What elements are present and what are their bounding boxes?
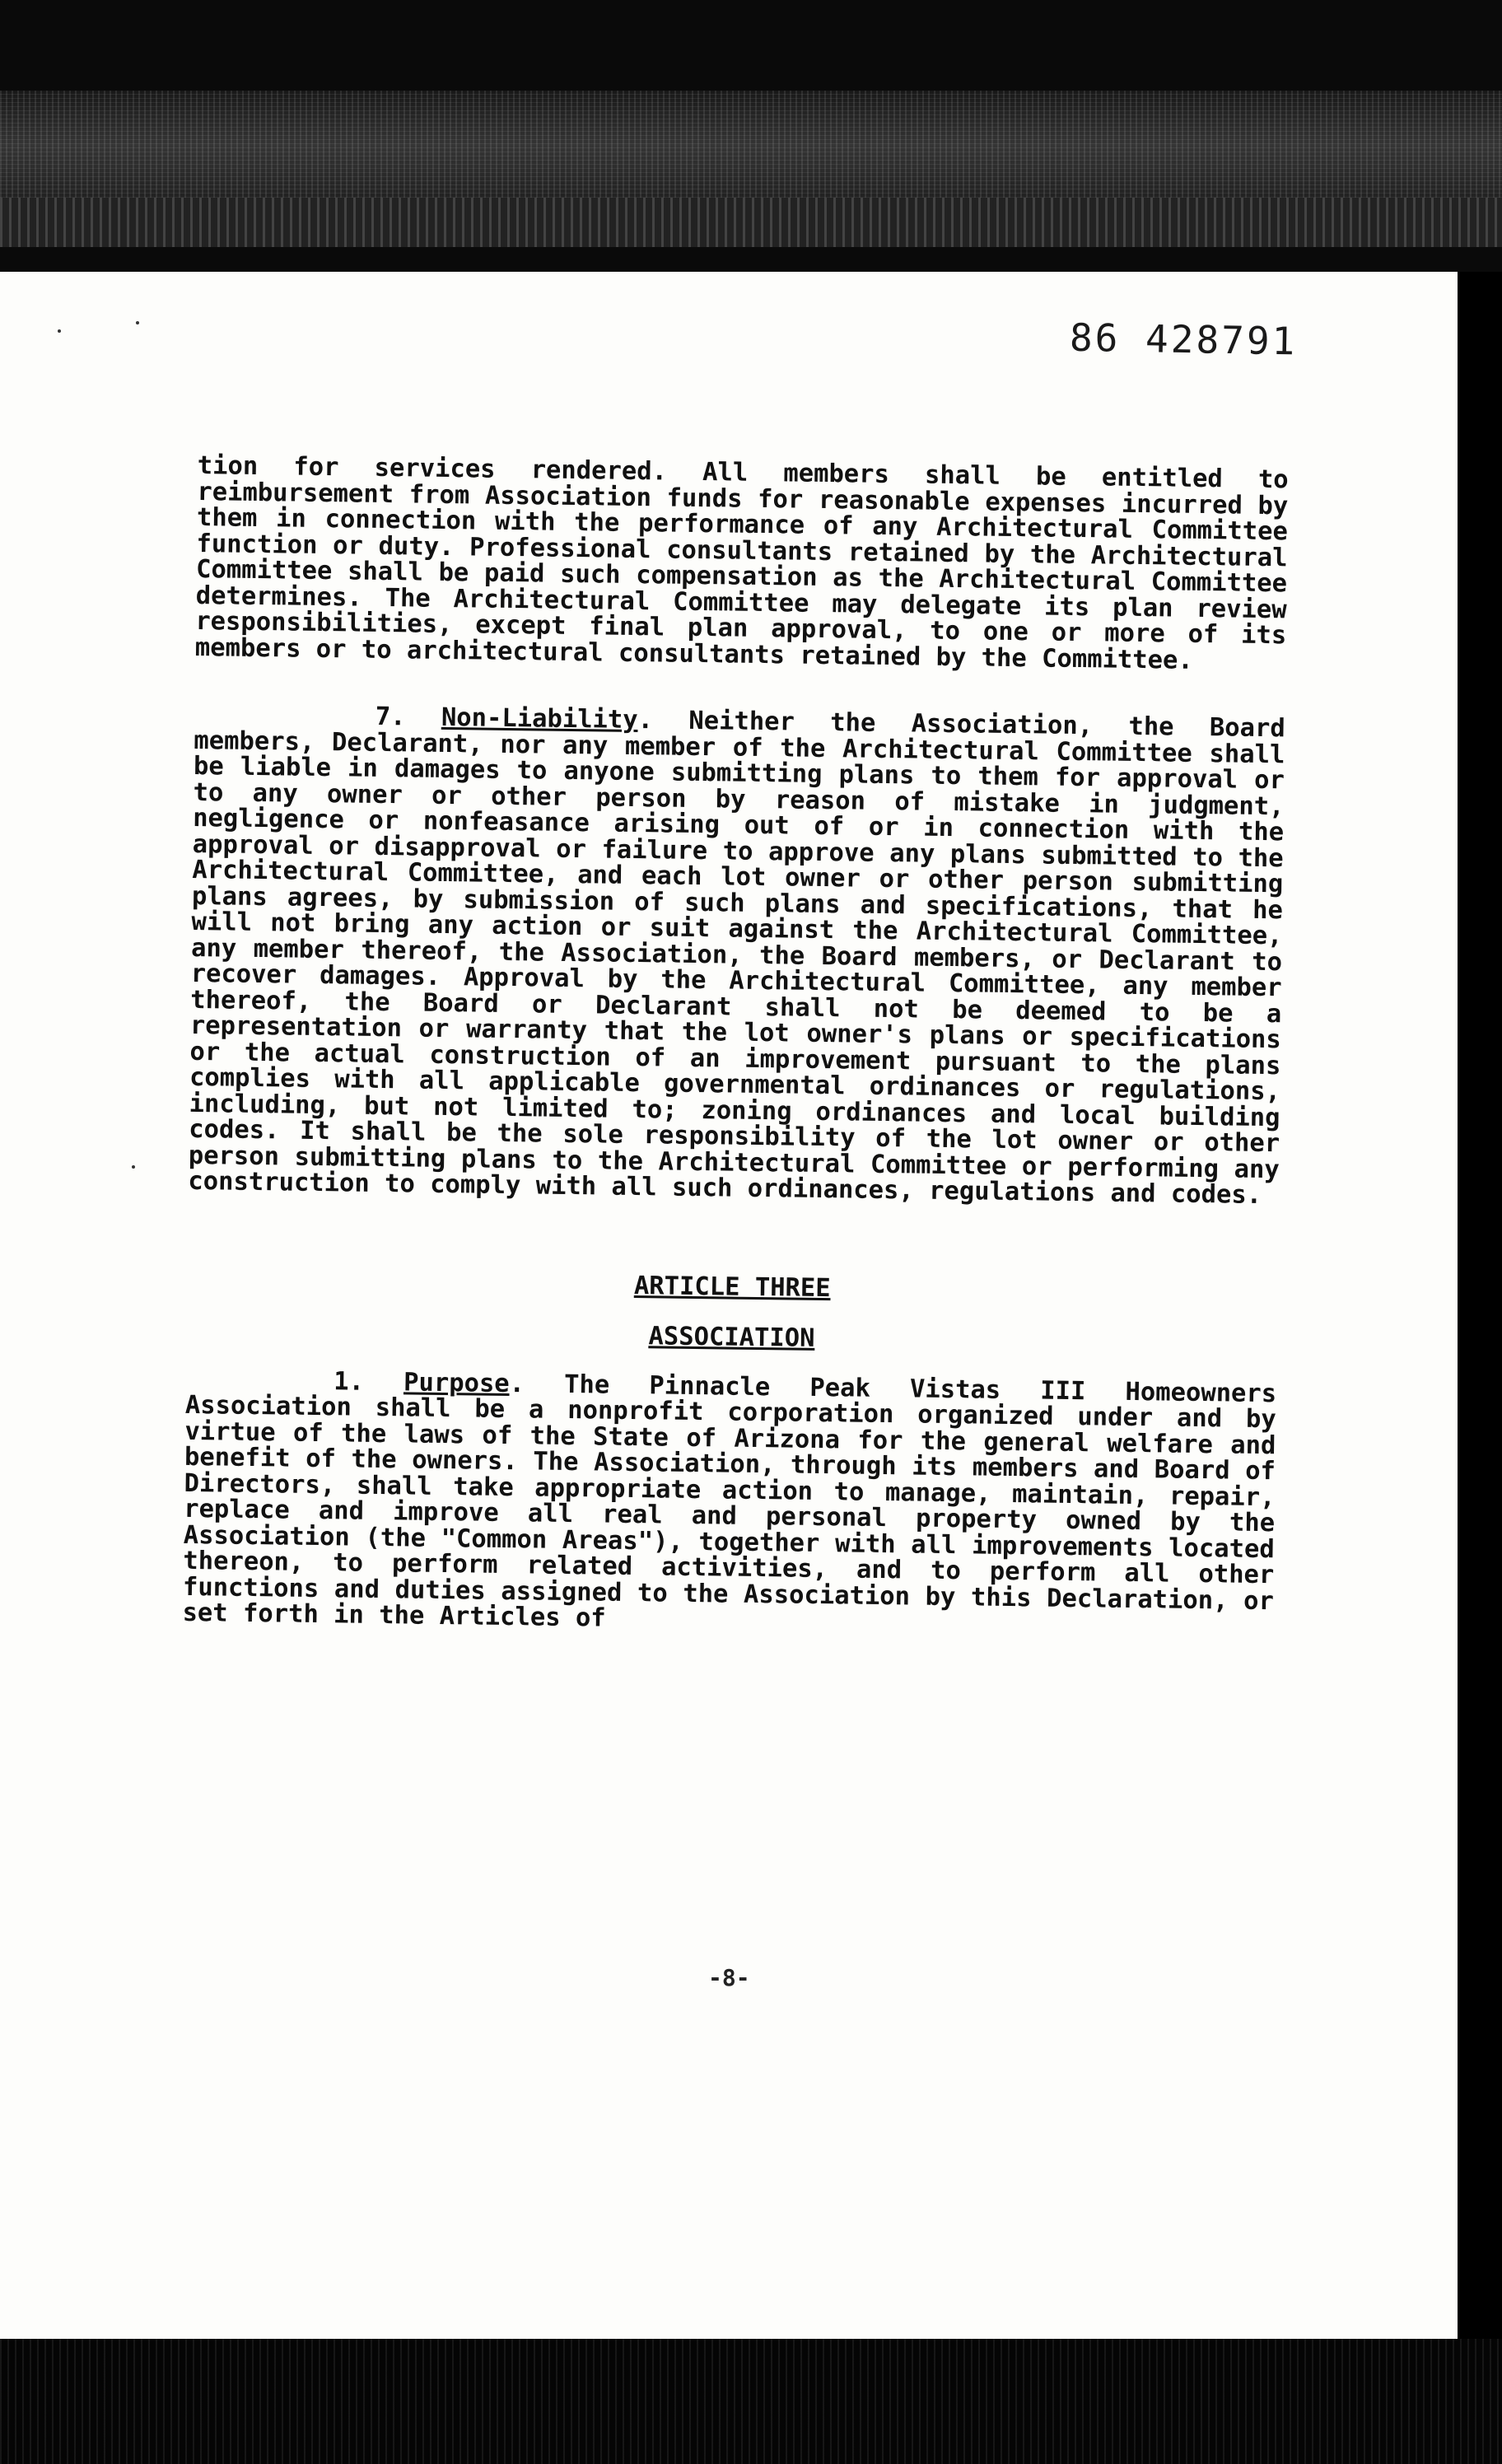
section-text: . Neither the Association, the Board members, Declarant, nor any member of the Architectural Committee shall be liable in damages to anyone submitting plans to them for approval or to any owner or other person by reason of mistake in judgment, negligence or nonfeasance arising out of or in connection with the approval or disapproval or failure to approve any plans submitted to the Architectural Committee, and each lot owner or other person submitting plans agrees, by submission of such plans and specifications, that he will not bring any action or suit against the Architectural Committee, any member thereof, the Association, the Board members, or Declarant to recover damages. Approval by the Architectural Committee, any member thereof, the Board or Declarant shall not be deemed to be a representation or warranty that the lot owner's plans or specifications or the actual construction of an improvement pursuant to the plans complies with all applicable governmental ordinances or regulations, including, but not limited to; zoning ordinances and local building codes. It shall be the sole responsibility of the lot owner or other person submitting plans to the Architectural Committee or performing any construction to comply with all such ordinances, regulations and codes. — [188, 706, 1285, 1210]
scan-right-margin — [1458, 272, 1502, 2339]
section-title: Purpose — [403, 1367, 510, 1398]
scan-speck — [136, 321, 139, 324]
section-purpose — [182, 1366, 1276, 1640]
article-heading: ARTICLE THREE — [633, 1271, 831, 1303]
document-page — [0, 272, 1458, 2339]
section-number: 7. — [375, 702, 406, 732]
page-number: -8- — [708, 1964, 750, 1991]
scan-speck — [132, 1165, 135, 1169]
scan-bottom-margin — [0, 2339, 1502, 2464]
section-text: . The Pinnacle Peak Vistas III Homeowners Association shall be a nonprofit corporation organized under and by virtue of the laws of the State of Arizona for the general welfare and benefit of the owners. The Association, through its members and Board of Directors, shall take appropriate action to manage, maintain, repair, replace and improve all real and personal property owned by the Association (the "Common Areas"), together with all improvements located thereon, to perform related activities, and to perform all other functions and duties assigned to the Association by this Declaration, or set forth in the Articles of — [182, 1369, 1277, 1633]
article-subheading: ASSOCIATION — [648, 1322, 815, 1353]
scan-noise-band-lower — [0, 198, 1502, 247]
scan-top-margin — [0, 0, 1502, 272]
section-number: 1. — [334, 1366, 365, 1397]
section-title: Non-Liability — [441, 702, 638, 735]
paragraph-continued: tion for services rendered. All members shall be entitled to reimbursement from Association funds for reasonable expenses incurred by them in connection with the performance of any Architectural Committee function or duty. Professional consultants retained by the Architectural Committee shall be paid such compensation as the Architectural Committee determines. The Architectural Committee may delegate its plan review responsibilities, except final plan approval, to one or more of its members or to architectural consultants retained by the Committee. — [194, 451, 1289, 675]
section-non-liability — [188, 702, 1285, 1209]
recording-number: 86 428791 — [1069, 315, 1298, 364]
scan-speck — [58, 329, 61, 333]
document-body — [182, 453, 1289, 1640]
